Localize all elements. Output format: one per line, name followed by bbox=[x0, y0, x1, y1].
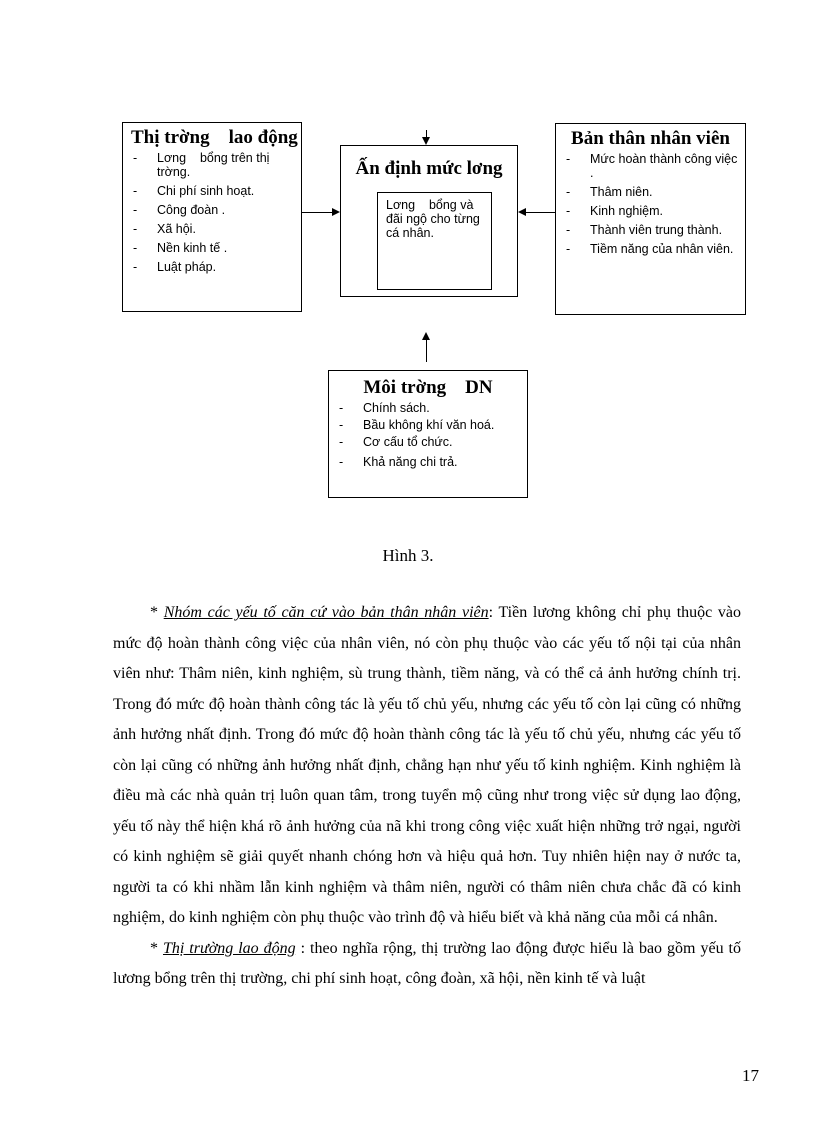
paragraph-labor-market bbox=[113, 934, 741, 995]
enterprise-environment-box bbox=[328, 370, 528, 498]
employee-box bbox=[555, 123, 746, 315]
list-item: - Cơ cấu tổ chức. bbox=[333, 435, 523, 449]
list-item: - Nền kinh tế . bbox=[127, 241, 297, 255]
bottom-arrow-head bbox=[422, 332, 430, 340]
employee-list bbox=[560, 152, 741, 256]
list-item: - Thâm niên. bbox=[560, 185, 741, 199]
bullet-star: * bbox=[150, 604, 164, 621]
labor-market-box bbox=[122, 122, 302, 312]
paragraph-text: : Tiền lương không chỉ phụ thuộc vào mức độ hoàn thành công việc của nhân viên, nó còn phụ thuộc vào các yếu tố nội tại của nhân viên như: Thâm niên, kinh nghiệm, sù trung thành, tiềm năng, và có thể cả ảnh hưởng chính trị. Trong đó mức độ hoàn thành công tác là yếu tố chủ yếu, nhưng các yếu tố còn lại cũng có những ảnh hưởng nhất định. Trong đó mức độ hoàn thành công tác là yếu tố chủ yếu, nhưng các yếu tố còn lại cũng có những ảnh hưởng nhất định, chẳng hạn như yếu tố kinh nghiệm. Kinh nghiệm là điều mà các nhà quản trị luôn quan tâm, trong tuyển mộ cũng như trong việc sử dụng lao động, yếu tố này thể hiện khá rõ ảnh hưởng của nã khi trong công việc xuất hiện những trở ngại, người có kinh nghiệm sẽ giải quyết nhanh chóng hơn và hiệu quả hơn. Tuy nhiên hiện nay ở nước ta, người ta có khi nhầm lẫn kinh nghiệm và thâm niên, người có thâm niên chưa chắc đã có kinh nghiệm, do kinh nghiệm còn phụ thuộc vào trình độ và hiểu biết và khả năng của mỗi cá nhân. bbox=[113, 604, 742, 926]
list-item: - Luật pháp. bbox=[127, 260, 297, 274]
figure-caption: Hình 3. bbox=[382, 546, 434, 565]
labor-market-list bbox=[127, 151, 297, 274]
list-item: - Lơng bổng trên thị trờng. bbox=[127, 151, 297, 179]
body-text bbox=[113, 598, 741, 995]
list-item: - Chính sách. bbox=[333, 401, 523, 415]
enterprise-environment-list bbox=[333, 401, 523, 469]
labor-market-title: Thị trờng lao động bbox=[131, 127, 298, 148]
top-arrow-head bbox=[422, 137, 430, 145]
list-item: - Kinh nghiệm. bbox=[560, 204, 741, 218]
list-item: - Thành viên trung thành. bbox=[560, 223, 741, 237]
list-item: - Bầu không khí văn hoá. bbox=[333, 418, 523, 432]
list-item: - Chi phí sinh hoạt. bbox=[127, 184, 297, 198]
list-item: - Tiềm năng của nhân viên. bbox=[560, 242, 741, 256]
left-arrow-line bbox=[302, 212, 332, 213]
bottom-arrow-line bbox=[426, 340, 427, 362]
paragraph-heading: Nhóm các yếu tố căn cứ vào bản thân nhân viên bbox=[163, 604, 489, 621]
employee-title: Bản thân nhân viên bbox=[571, 128, 730, 149]
paragraph-heading: Thị trường lao động bbox=[162, 939, 296, 957]
enterprise-environment-title: Môi trờng DN bbox=[363, 377, 493, 398]
paragraph-text: : theo nghĩa rộng, thị trường lao động được hiểu là bao gồm yếu tố lương bổng trên thị trường, chi phí sinh hoạt, công đoàn, xã hội, nền kinh tế và luật bbox=[113, 939, 741, 987]
list-item: - Khả năng chi trả. bbox=[333, 455, 523, 469]
left-arrow-head bbox=[332, 208, 340, 216]
salary-inner-box: Lơng bổng và đãi ngộ cho từng cá nhân. bbox=[377, 192, 492, 290]
right-arrow-line bbox=[526, 212, 555, 213]
page-number: 17 bbox=[742, 1066, 759, 1085]
paragraph-employee-factors bbox=[113, 598, 741, 934]
salary-setting-title: Ấn định mức lơng bbox=[355, 158, 503, 179]
right-arrow-head bbox=[518, 208, 526, 216]
list-item: - Xã hội. bbox=[127, 222, 297, 236]
list-item: - Công đoàn . bbox=[127, 203, 297, 217]
bullet-star: * bbox=[150, 939, 163, 957]
list-item: - Mức hoàn thành công việc . bbox=[560, 152, 741, 180]
